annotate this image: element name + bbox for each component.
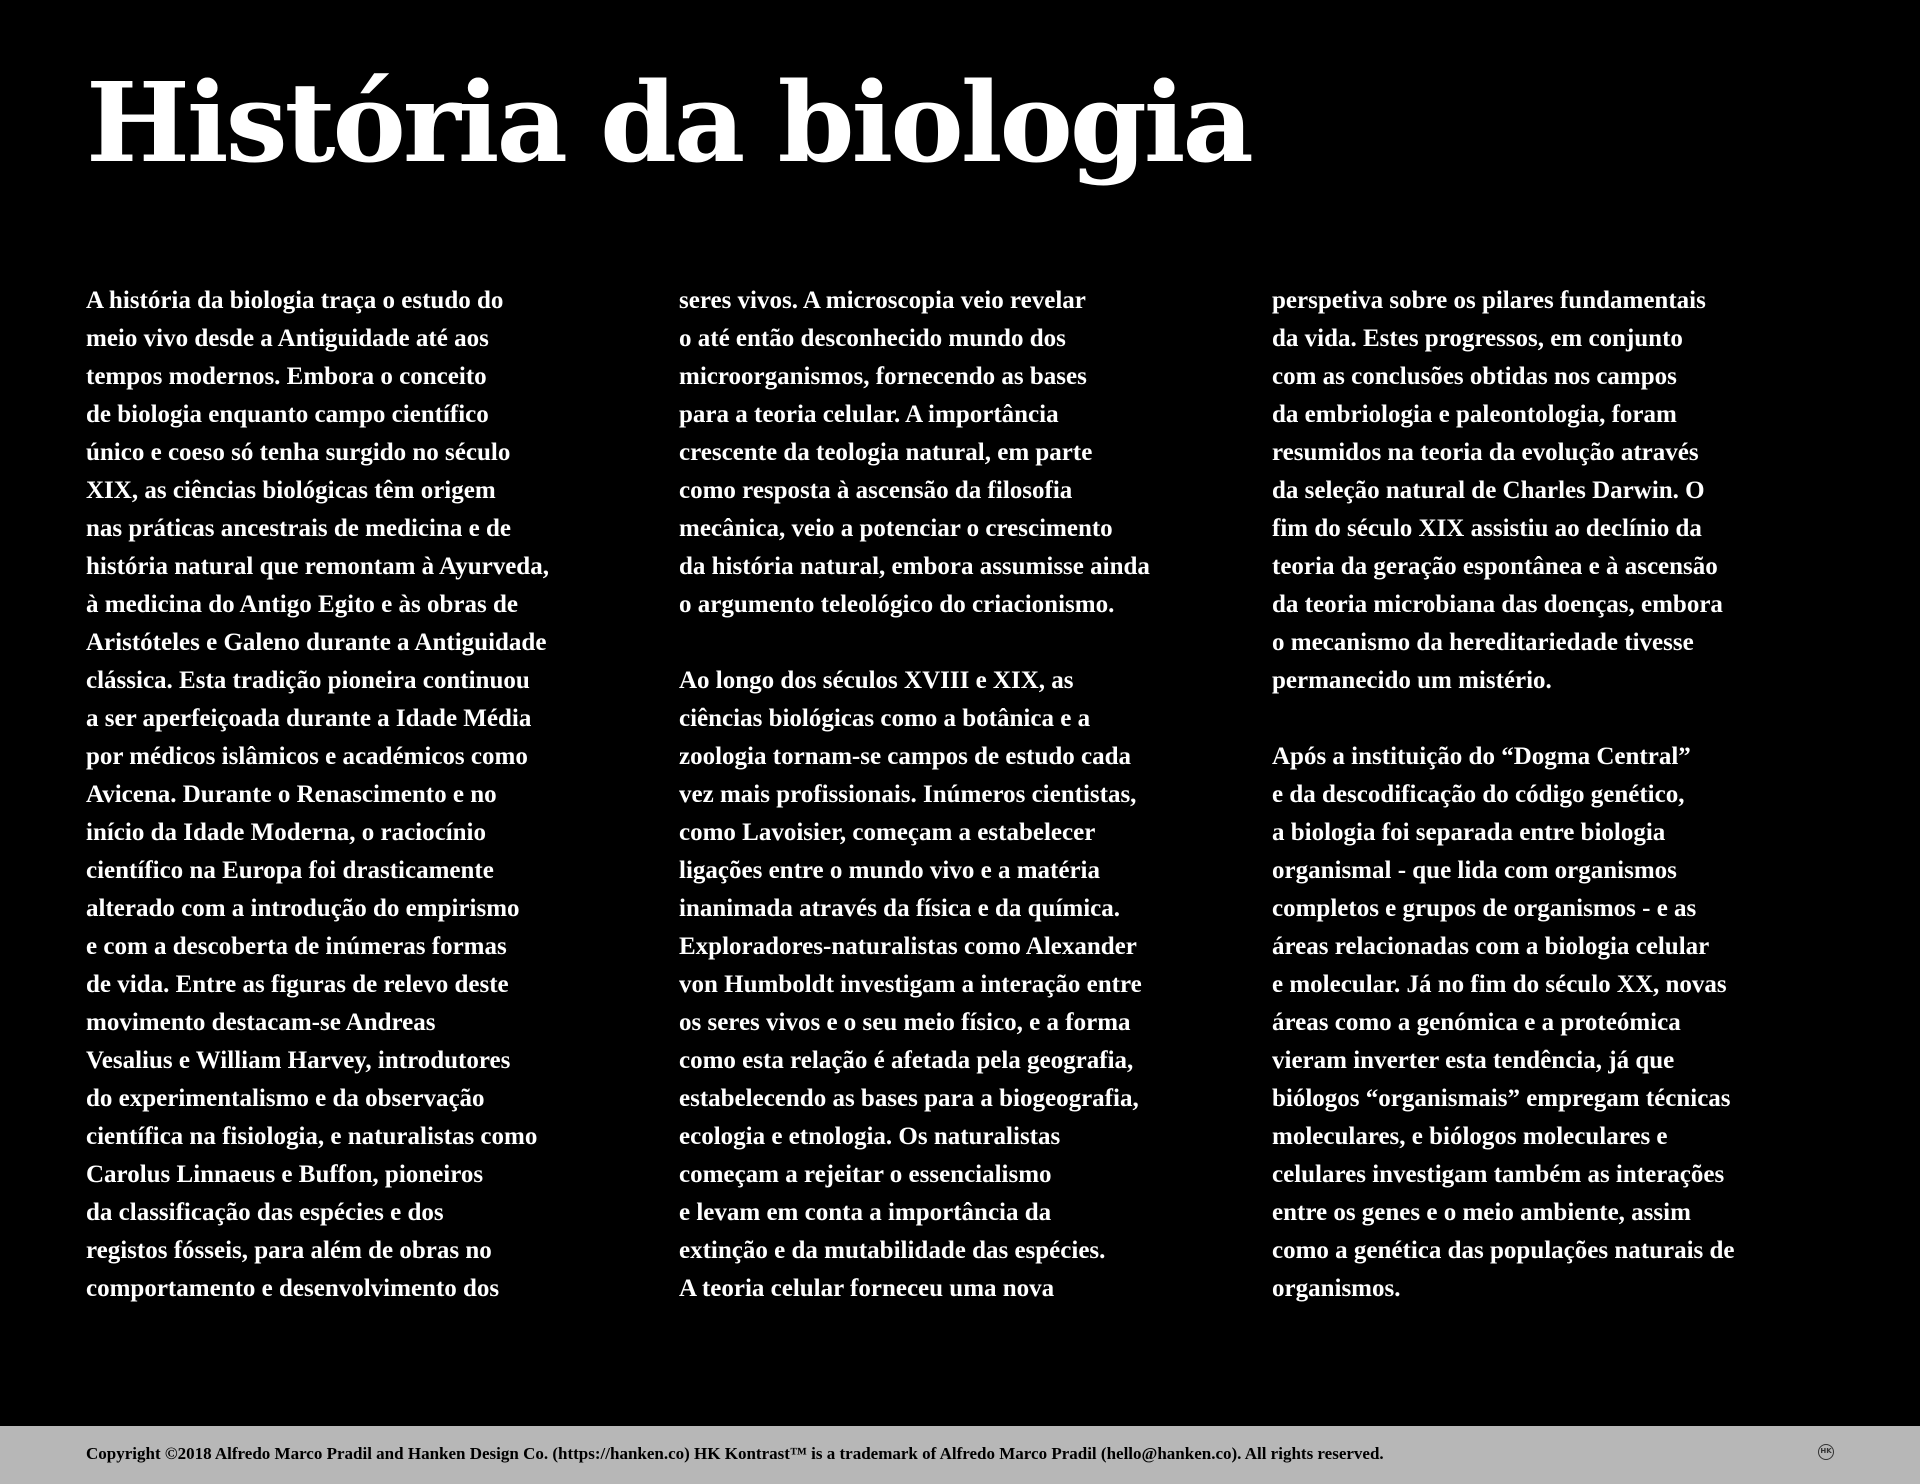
paragraph: A história da biologia traça o estudo do meio vivo desde a Antiguidade até aos tempos modernos. Embora o conceito de biologia enquanto campo científico único e coeso só tenha surgido no século XIX, as ciências biológicas têm origem nas práticas ancestrais de medicina e de história natural que remontam à Ayurveda, à medicina do Antigo Egito e às obras de Aristóteles e Galeno durante a Antiguidade clássica. Esta tradição pioneira continuou a ser aperfeiçoada durante a Idade Média por médicos islâmicos e académicos como Avicena. Durante o Renascimento e no início da Idade Moderna, o raciocínio científico na Europa foi drasticamente alterado com a introdução do empirismo e com a descoberta de inúmeras formas de vida. Entre as figuras de relevo deste movimento destacam-se Andreas Vesalius e William Harvey, introdutores do experimentalismo e da observação científica na fisiologia, e naturalistas como Carolus Linnaeus e Buffon, pioneiros da classificação das espécies e dos registos fósseis, para além de obras no comportamento e desenvolvimento dos xyxy=(86,287,549,1302)
paragraph: Após a instituição do “Dogma Central” e da descodificação do código genético, a biologia foi separada entre biologia organismal - que lida com organismos completos e grupos de organismos - e as áreas relacionadas com a biologia celular e molecular. Já no fim do século XX, novas áreas como a genómica e a proteómica vieram inverter esta tendência, já que biólogos “organismais” empregam técnicas moleculares, e biólogos moleculares e celulares investigam também as interações entre os genes e o meio ambiente, assim como a genética das populações naturais de organismos. xyxy=(1272,743,1735,1302)
hk-logo-icon: HK xyxy=(1818,1444,1834,1460)
paragraph: seres vivos. A microscopia veio revelar o até então desconhecido mundo dos microorganismos, fornecendo as bases para a teoria celular. A importância crescente da teologia natural, em parte como resposta à ascensão da filosofia mecânica, veio a potenciar o crescimento da história natural, embora assumisse ainda o argumento teleológico do criacionismo. xyxy=(679,287,1150,618)
footer-bar xyxy=(0,1426,1920,1484)
copyright-notice: Copyright ©2018 Alfredo Marco Pradil and Hanken Design Co. (https://hanken.co) HK Kontrast™ is a trademark of Alfredo Marco Pradil (hello@hanken.co). All rights reserved. xyxy=(86,1444,1384,1463)
paragraph: perspetiva sobre os pilares fundamentais da vida. Estes progressos, em conjunto com as conclusões obtidas nos campos da embriologia e paleontologia, foram resumidos na teoria da evolução através da seleção natural de Charles Darwin. O fim do século XIX assistiu ao declínio da teoria da geração espontânea e à ascensão da teoria microbiana das doenças, embora o mecanismo da hereditariedade tivesse permanecido um mistério. xyxy=(1272,287,1723,694)
text-column-1 xyxy=(86,282,656,1308)
text-column-2 xyxy=(679,282,1249,1308)
page-title: História da biologia xyxy=(86,58,1251,187)
paragraph: Ao longo dos séculos XVIII e XIX, as ciências biológicas como a botânica e a zoologia tornam-se campos de estudo cada vez mais profissionais. Inúmeros cientistas, como Lavoisier, começam a estabelecer ligações entre o mundo vivo e a matéria inanimada através da física e da química. Exploradores-naturalistas como Alexander von Humboldt investigam a interação entre os seres vivos e o seu meio físico, e a forma como esta relação é afetada pela geografia, estabelecendo as bases para a biogeografia, ecologia e etnologia. Os naturalistas começam a rejeitar o essencialismo e levam em conta a importância da extinção e da mutabilidade das espécies. A teoria celular forneceu uma nova xyxy=(679,667,1142,1302)
text-column-3 xyxy=(1272,282,1842,1308)
